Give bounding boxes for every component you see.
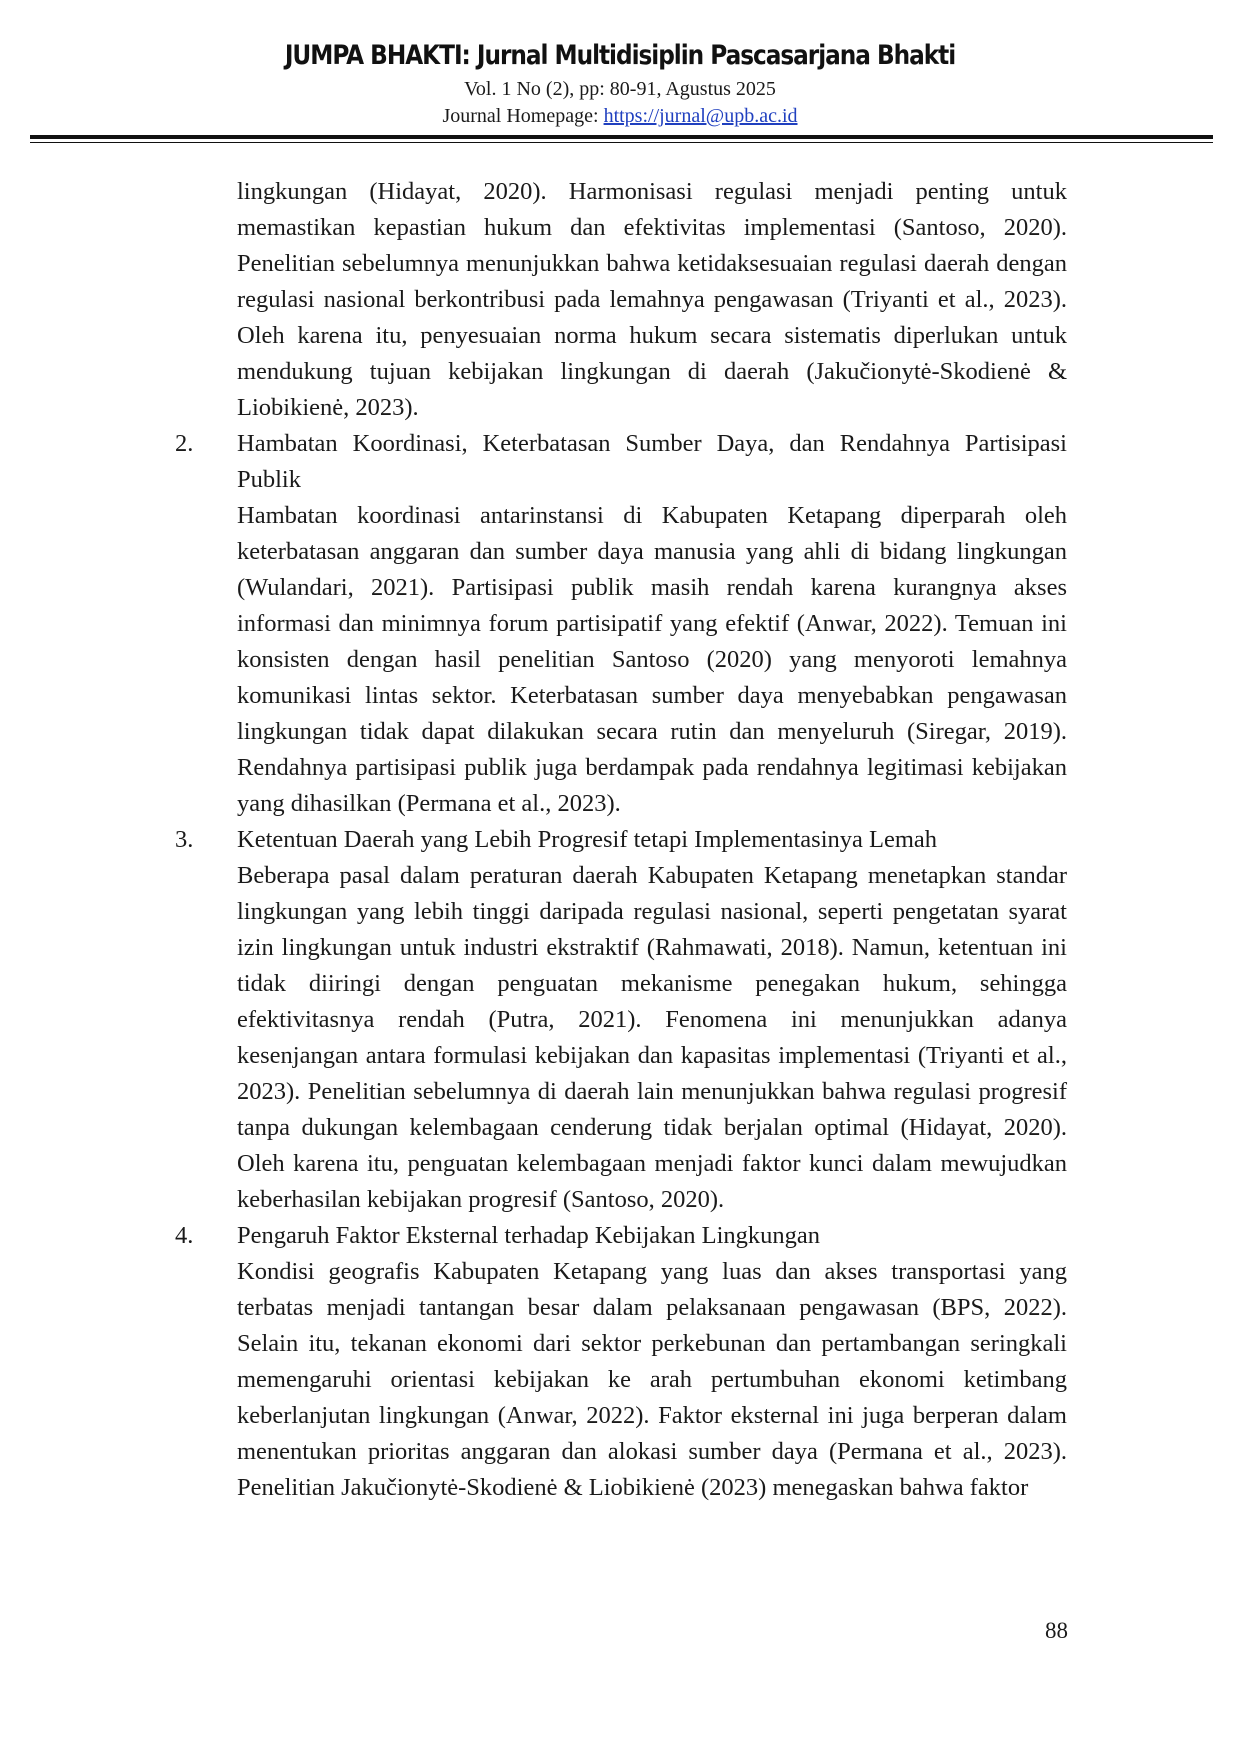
list-item-heading: Ketentuan Daerah yang Lebih Progresif tetapi Implementasinya Lemah (237, 826, 938, 853)
header-rule-thin (30, 142, 1213, 143)
list-item-number: 2. (175, 430, 194, 457)
homepage-link[interactable]: https://jurnal@upb.ac.id (603, 105, 798, 127)
volume-line: Vol. 1 No (2), pp: 80-91, Agustus 2025 (464, 78, 776, 100)
list-item-3 (175, 822, 1067, 1218)
header-rule-thick (30, 135, 1213, 139)
list-item-heading: Pengaruh Faktor Eksternal terhadap Kebijakan Lingkungan (237, 1222, 821, 1249)
list-item-heading: Hambatan Koordinasi, Keterbatasan Sumber Daya, dan Rendahnya Partisipasi Publik (237, 430, 1067, 493)
list-item-2 (175, 426, 1067, 822)
list-item-paragraph: Kondisi geografis Kabupaten Ketapang yang luas dan akses transportasi yang terbatas menjadi tantangan besar dalam pelaksanaan pengawasan (BPS, 2022). Selain itu, tekanan ekonomi dari sektor perkebunan dan pertambangan seringkali memengaruhi orientasi kebijakan ke arah pertumbuhan ekonomi ketimbang keberlanjutan lingkungan (Anwar, 2022). Faktor eksternal ini juga berperan dalam menentukan prioritas anggaran dan alokasi sumber daya (Permana et al., 2023). Penelitian Jakučionytė-Skodienė & Liobikienė (2023) menegaskan bahwa faktor (237, 1258, 1067, 1501)
journal-header (0, 36, 1240, 130)
body-text (175, 174, 1067, 1506)
list-item-paragraph: Beberapa pasal dalam peraturan daerah Kabupaten Ketapang menetapkan standar lingkungan yang lebih tinggi daripada regulasi nasional, seperti pengetatan syarat izin lingkungan untuk industri ekstraktif (Rahmawati, 2018). Namun, ketentuan ini tidak diiringi dengan penguatan mekanisme penegakan hukum, sehingga efektivitasnya rendah (Putra, 2021). Fenomena ini menunjukkan adanya kesenjangan antara formulasi kebijakan dan kapasitas implementasi (Triyanti et al., 2023). Penelitian sebelumnya di daerah lain menunjukkan bahwa regulasi progresif tanpa dukungan kelembagaan cenderung tidak berjalan optimal (Hidayat, 2020). Oleh karena itu, penguatan kelembagaan menjadi faktor kunci dalam mewujudkan keberhasilan kebijakan progresif (Santoso, 2020). (237, 862, 1067, 1213)
list-item-4 (175, 1218, 1067, 1506)
list-item-paragraph: Hambatan koordinasi antarinstansi di Kabupaten Ketapang diperparah oleh keterbatasan anggaran dan sumber daya manusia yang ahli di bidang lingkungan (Wulandari, 2021). Partisipasi publik masih rendah karena kurangnya akses informasi dan minimnya forum partisipatif yang efektif (Anwar, 2022). Temuan ini konsisten dengan hasil penelitian Santoso (2020) yang menyoroti lemahnya komunikasi lintas sektor. Keterbatasan sumber daya menyebabkan pengawasan lingkungan tidak dapat dilakukan secara rutin dan menyeluruh (Siregar, 2019). Rendahnya partisipasi publik juga berdampak pada rendahnya legitimasi kebijakan yang dihasilkan (Permana et al., 2023). (237, 502, 1067, 817)
homepage-line (0, 103, 1240, 130)
list-item-number: 3. (175, 826, 194, 853)
intro-paragraph: lingkungan (Hidayat, 2020). Harmonisasi regulasi menjadi penting untuk memastikan kepastian hukum dan efektivitas implementasi (Santoso, 2020). Penelitian sebelumnya menunjukkan bahwa ketidaksesuaian regulasi daerah dengan regulasi nasional berkontribusi pada lemahnya pengawasan (Triyanti et al., 2023). Oleh karena itu, penyesuaian norma hukum secara sistematis diperlukan untuk mendukung tujuan kebijakan lingkungan di daerah (Jakučionytė-Skodienė & Liobikienė, 2023). (237, 178, 1067, 421)
homepage-label: Journal Homepage: (442, 105, 604, 127)
journal-title: JUMPA BHAKTI: Jurnal Multidisiplin Pascasarjana Bhakti (284, 40, 956, 71)
page-number: 88 (1045, 1618, 1068, 1643)
list-item-number: 4. (175, 1222, 194, 1249)
